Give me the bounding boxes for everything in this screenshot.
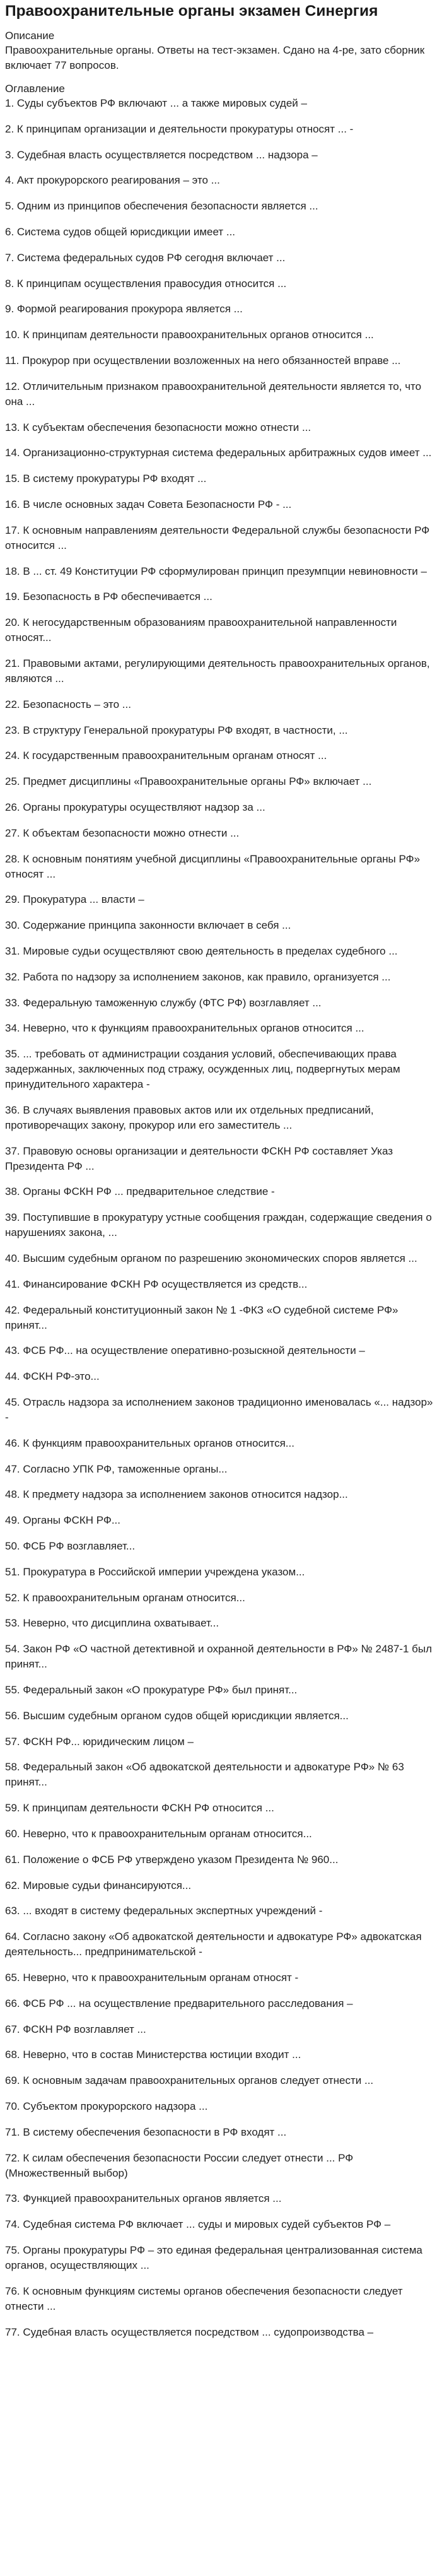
toc-item xyxy=(5,1852,436,1867)
toc-link[interactable]: 4. Акт прокурорского реагирования – это ... xyxy=(5,174,220,187)
toc-item xyxy=(5,1047,436,1092)
toc-item xyxy=(5,96,436,111)
toc-item xyxy=(5,826,436,841)
toc-link[interactable]: 13. К субъектам обеспечения безопасности можно отнести ... xyxy=(5,421,311,433)
toc-link[interactable]: 14. Организационно-структурная система федеральных арбитражных судов имеет ... xyxy=(5,447,432,459)
toc-link[interactable]: 39. Поступившие в прокуратуру устные сообщения граждан, содержащие сведения о нарушениях закона, ... xyxy=(5,1211,432,1239)
toc-link[interactable]: 32. Работа по надзору за исполнением законов, как правило, организуется ... xyxy=(5,970,391,983)
toc-item xyxy=(5,471,436,486)
toc-item xyxy=(5,1801,436,1816)
toc-link[interactable]: 59. К принципам деятельности ФСКН РФ относится ... xyxy=(5,1802,274,1814)
toc-link[interactable]: 66. ФСБ РФ ... на осуществление предварительного расследования – xyxy=(5,1997,353,2009)
toc-item xyxy=(5,2284,436,2314)
toc-item xyxy=(5,2217,436,2232)
page-title: Правоохранительные органы экзамен Синергия xyxy=(5,3,378,20)
toc-item xyxy=(5,1144,436,1174)
toc-link[interactable]: 7. Система федеральных судов РФ сегодня включает ... xyxy=(5,251,286,264)
toc-item xyxy=(5,1616,436,1631)
toc-item xyxy=(5,523,436,553)
toc-link[interactable]: 24. К государственным правоохранительным органам относят ... xyxy=(5,750,327,762)
toc-link[interactable]: 22. Безопасность – это ... xyxy=(5,698,131,710)
toc-link[interactable]: 29. Прокуратура ... власти – xyxy=(5,893,144,906)
toc-item xyxy=(5,656,436,686)
toc-link[interactable]: 31. Мировые судьи осуществляют свою деятельность в пределах судебного ... xyxy=(5,944,398,957)
toc-item xyxy=(5,996,436,1011)
toc-link[interactable]: 52. К правоохранительным органам относится... xyxy=(5,1591,245,1604)
toc-link[interactable]: 68. Неверно, что в состав Министерства юстиции входит ... xyxy=(5,2049,301,2061)
description-text: Правоохранительные органы. Ответы на тест-экзамен. Сдано на 4-ре, зато сборник включает 77 вопросов. xyxy=(5,44,425,71)
toc-link[interactable]: 74. Судебная система РФ включает ... суды и мировых судей субъектов РФ – xyxy=(5,2218,391,2231)
toc-item xyxy=(5,697,436,712)
toc-link[interactable]: 16. В числе основных задач Совета Безопасности РФ - ... xyxy=(5,498,292,510)
toc-item xyxy=(5,1251,436,1266)
toc-link[interactable]: 73. Функцией правоохранительных органов является ... xyxy=(5,2192,282,2205)
toc-link[interactable]: 5. Одним из принципов обеспечения безопасности является ... xyxy=(5,200,318,213)
toc-item xyxy=(5,2125,436,2140)
toc-item xyxy=(5,2022,436,2037)
toc-link[interactable]: 47. Согласно УПК РФ, таможенные органы... xyxy=(5,1462,228,1475)
toc-item xyxy=(5,564,436,579)
toc-item xyxy=(5,1996,436,2011)
toc-item xyxy=(5,1277,436,1292)
toc-item xyxy=(5,379,436,409)
toc-item xyxy=(5,497,436,512)
toc-item xyxy=(5,1210,436,1240)
toc-item xyxy=(5,1369,436,1384)
toc-link[interactable]: 26. Органы прокуратуры осуществляют надзор за ... xyxy=(5,801,265,813)
toc-item xyxy=(5,1734,436,1750)
toc-item xyxy=(5,2191,436,2206)
toc-link[interactable]: 53. Неверно, что дисциплина охватывает... xyxy=(5,1617,219,1630)
toc-link[interactable]: 38. Органы ФСКН РФ ... предварительное следствие - xyxy=(5,1185,275,1198)
toc-link[interactable]: 27. К объектам безопасности можно отнести ... xyxy=(5,826,240,839)
toc-link[interactable]: 44. ФСКН РФ-это... xyxy=(5,1370,100,1383)
toc-item xyxy=(5,1826,436,1842)
toc-item xyxy=(5,944,436,959)
toc-link[interactable]: 12. Отличительным признаком правоохранительной деятельности является то, что она ... xyxy=(5,380,422,408)
toc-item xyxy=(5,148,436,163)
toc-link[interactable]: 21. Правовыми актами, регулирующими деятельность правоохранительных органов, являются ... xyxy=(5,657,430,685)
toc-item xyxy=(5,1683,436,1698)
toc-link[interactable]: 57. ФСКН РФ... юридическим лицом – xyxy=(5,1735,194,1748)
toc-link[interactable]: 71. В систему обеспечения безопасности в РФ входят ... xyxy=(5,2126,287,2138)
toc-item xyxy=(5,748,436,763)
toc-item xyxy=(5,1591,436,1606)
toc-link[interactable]: 15. В систему прокуратуры РФ входят ... xyxy=(5,473,207,485)
toc-link[interactable]: 75. Органы прокуратуры РФ – это единая федеральная централизованная система органов, осуществляющих ... xyxy=(5,2244,422,2271)
toc-link[interactable]: 62. Мировые судьи финансируются... xyxy=(5,1879,192,1891)
toc-link[interactable]: 42. Федеральный конституционный закон № 1 -ФКЗ «О судебной системе РФ» принят... xyxy=(5,1303,398,1331)
toc-link[interactable]: 46. К функциям правоохранительных органов относится... xyxy=(5,1437,294,1449)
toc-link[interactable]: 8. К принципам осуществления правосудия относится ... xyxy=(5,277,287,290)
toc-link[interactable]: 35. ... требовать от администрации создания условий, обеспечивающих права задержанных, заключенных под стражу, осужденных лиц, подвергнутых мерам принудительного характера - xyxy=(5,1048,400,1091)
toc-link[interactable]: 48. К предмету надзора за исполнением законов относится надзор... xyxy=(5,1488,348,1501)
toc-link[interactable]: 64. Согласно закону «Об адвокатской деятельности и адвокатуре РФ» адвокатская деятельность... предпринимательской - xyxy=(5,1931,422,1958)
toc-item xyxy=(5,2243,436,2273)
toc-item xyxy=(5,1021,436,1036)
toc-link[interactable]: 56. Высшим судебным органом судов общей юрисдикции является... xyxy=(5,1709,349,1722)
toc-link[interactable]: 28. К основным понятиям учебной дисциплины «Правоохранительные органы РФ» относят ... xyxy=(5,852,421,880)
toc-item xyxy=(5,199,436,214)
toc-item xyxy=(5,852,436,882)
toc-link[interactable]: 6. Система судов общей юрисдикции имеет ... xyxy=(5,225,236,238)
toc-item xyxy=(5,1565,436,1580)
toc-item xyxy=(5,302,436,317)
toc-item xyxy=(5,1709,436,1724)
toc-item xyxy=(5,589,436,604)
toc-item xyxy=(5,1878,436,1893)
toc-item xyxy=(5,1462,436,1477)
toc-link[interactable]: 55. Федеральный закон «О прокуратуре РФ» был принят... xyxy=(5,1684,298,1697)
toc-item xyxy=(5,2151,436,2181)
toc-item xyxy=(5,1487,436,1502)
toc-item xyxy=(5,1103,436,1133)
toc-link[interactable]: 58. Федеральный закон «Об адвокатской деятельности и адвокатуре РФ» № 63 принят... xyxy=(5,1761,404,1789)
toc-item xyxy=(5,1970,436,1985)
toc-link[interactable]: 2. К принципам организации и деятельности прокуратуры относят ... - xyxy=(5,122,354,135)
toc-link[interactable]: 45. Отрасль надзора за исполнением законов традиционно именовалась «... надзор» - xyxy=(5,1396,433,1424)
toc-link[interactable]: 50. ФСБ РФ возглавляет... xyxy=(5,1540,136,1553)
toc-item xyxy=(5,2099,436,2114)
toc-link[interactable]: 60. Неверно, что к правоохранительным органам относится... xyxy=(5,1828,312,1840)
toc-item xyxy=(5,918,436,933)
toc-link[interactable]: 1. Суды субъектов РФ включают ... а также мировых судей – xyxy=(5,97,307,109)
toc-label: Оглавление xyxy=(5,83,65,95)
toc-item xyxy=(5,615,436,645)
toc-item xyxy=(5,1642,436,1672)
toc-link[interactable]: 63. ... входят в систему федеральных экспертных учреждений - xyxy=(5,1905,323,1917)
toc-link[interactable]: 25. Предмет дисциплины «Правоохранительные органы РФ» включает ... xyxy=(5,775,372,788)
toc-item xyxy=(5,173,436,188)
toc-item xyxy=(5,1303,436,1333)
table-of-contents xyxy=(5,96,436,2340)
toc-item xyxy=(5,420,436,435)
toc-item xyxy=(5,250,436,266)
toc-link[interactable]: 61. Положение о ФСБ РФ утверждено указом Президента № 960... xyxy=(5,1853,339,1866)
toc-link[interactable]: 36. В случаях выявления правовых актов или их отдельных предписаний, противоречащих закону, прокурор или его заместитель ... xyxy=(5,1103,374,1131)
toc-link[interactable]: 40. Высшим судебным органом по разрешению экономических споров является ... xyxy=(5,1252,417,1265)
toc-link[interactable]: 37. Правовую основы организации и деятельности ФСКН РФ составляет Указ Президента РФ ... xyxy=(5,1144,393,1172)
toc-item xyxy=(5,2047,436,2062)
toc-link[interactable]: 49. Органы ФСКН РФ... xyxy=(5,1514,120,1527)
toc-link[interactable]: 43. ФСБ РФ... на осуществление оперативно-розыскной деятельности – xyxy=(5,1344,365,1357)
toc-item xyxy=(5,1343,436,1358)
toc-link[interactable]: 65. Неверно, что к правоохранительным органам относят - xyxy=(5,1972,299,1984)
toc-link[interactable]: 11. Прокурор при осуществлении возложенных на него обязанностей вправе ... xyxy=(5,354,401,367)
toc-item xyxy=(5,1903,436,1919)
toc-link[interactable]: 51. Прокуратура в Российской империи учреждена указом... xyxy=(5,1565,305,1578)
toc-link[interactable]: 54. Закон РФ «О частной детективной и охранной деятельности в РФ» № 2487-1 был принят... xyxy=(5,1643,433,1671)
toc-item xyxy=(5,1760,436,1790)
toc-link[interactable]: 23. В структуру Генеральной прокуратуры РФ входят, в частности, ... xyxy=(5,724,348,736)
description-label: Описание xyxy=(5,30,55,42)
toc-item xyxy=(5,276,436,291)
toc-item xyxy=(5,800,436,815)
toc-link[interactable]: 19. Безопасность в РФ обеспечивается ... xyxy=(5,591,212,603)
toc-link[interactable]: 33. Федеральную таможенную службу (ФТС РФ) возглавляет ... xyxy=(5,996,322,1009)
toc-item xyxy=(5,1184,436,1199)
toc-item xyxy=(5,1436,436,1451)
toc-item xyxy=(5,723,436,738)
toc-link[interactable]: 9. Формой реагирования прокурора является ... xyxy=(5,303,243,315)
toc-link[interactable]: 10. К принципам деятельности правоохранительных органов относится ... xyxy=(5,329,374,341)
toc-link[interactable]: 30. Содержание принципа законности включает в себя ... xyxy=(5,919,291,932)
toc-link[interactable]: 34. Неверно, что к функциям правоохранительных органов относится ... xyxy=(5,1022,364,1035)
toc-link[interactable]: 69. К основным задачам правоохранительных органов следует отнести ... xyxy=(5,2074,374,2087)
toc-link[interactable]: 41. Финансирование ФСКН РФ осуществляется из средств... xyxy=(5,1278,308,1290)
toc-item xyxy=(5,1539,436,1554)
toc-item xyxy=(5,970,436,985)
toc-link[interactable]: 3. Судебная власть осуществляется посредством ... надзора – xyxy=(5,148,318,161)
toc-item xyxy=(5,1513,436,1528)
toc-link[interactable]: 72. К силам обеспечения безопасности России следует отнести ... РФ (Множественный выбор) xyxy=(5,2151,354,2179)
toc-link[interactable]: 18. В ... ст. 49 Конституции РФ сформулирован принцип презумпции невиновности – xyxy=(5,565,427,577)
toc-link[interactable]: 20. К негосударственным образованиям правоохранительной направленности относят... xyxy=(5,616,397,644)
toc-item xyxy=(5,2073,436,2088)
toc-link[interactable]: 67. ФСКН РФ возглавляет ... xyxy=(5,2023,146,2035)
toc-link[interactable]: 77. Судебная власть осуществляется посредством ... судопроизводства – xyxy=(5,2326,374,2338)
toc-link[interactable]: 70. Субъектом прокурорского надзора ... xyxy=(5,2100,208,2112)
toc-item xyxy=(5,1395,436,1425)
toc-item xyxy=(5,1929,436,1960)
toc-item xyxy=(5,445,436,461)
toc-item xyxy=(5,225,436,240)
toc-link[interactable]: 76. К основным функциям системы органов обеспечения безопасности следует отнести ... xyxy=(5,2285,403,2312)
toc-link[interactable]: 17. К основным направлениям деятельности Федеральной службы безопасности РФ относится ... xyxy=(5,524,430,551)
toc-item xyxy=(5,122,436,137)
toc-item xyxy=(5,892,436,907)
toc-item xyxy=(5,353,436,368)
toc-item xyxy=(5,2325,436,2340)
toc-item xyxy=(5,774,436,789)
toc-item xyxy=(5,327,436,343)
